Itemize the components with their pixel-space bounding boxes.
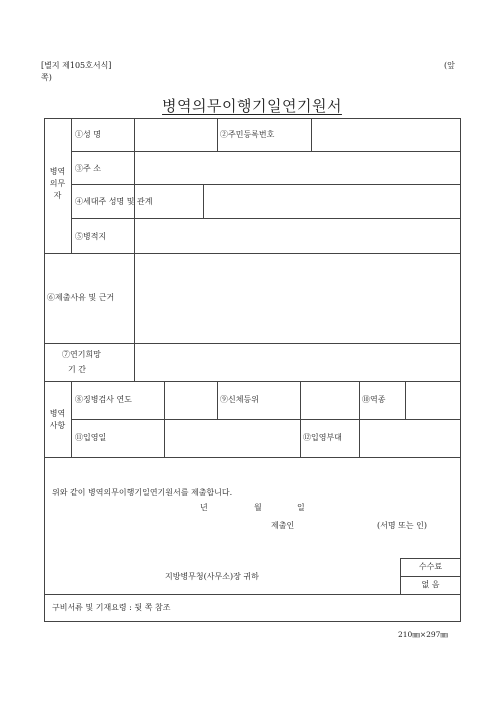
date-year-label: 년 xyxy=(200,503,208,512)
form-number: [별지 제105호서식] xyxy=(41,61,112,70)
exam-year-label: ⑧징병검사 연도 xyxy=(75,395,132,404)
postpone-label: ⑦연기희망 xyxy=(62,350,101,359)
page-side-label: (앞 xyxy=(444,61,455,70)
form-title: 병역의무이행기일연기원서 xyxy=(162,97,342,115)
exam-year-field[interactable] xyxy=(166,383,215,417)
paper-size: 210㎜×297㎜ xyxy=(398,630,448,639)
military-section-label-line: 사항 xyxy=(49,421,66,430)
enlist-date-label: ⑪입영일 xyxy=(75,433,107,442)
applicant-section-label-line: 병역 xyxy=(49,167,66,176)
domicile-label: ⑤병적지 xyxy=(75,232,107,241)
fee-value: 없 음 xyxy=(421,580,440,589)
military-section-label-line: 병역 xyxy=(49,409,66,418)
declaration-statement: 위와 같이 병역의무이행기일연기원서를 제출합니다. xyxy=(52,488,233,497)
date-day-label: 일 xyxy=(297,503,305,512)
applicant-section-label-line: 자 xyxy=(53,191,62,200)
applicant-section-label xyxy=(44,166,71,202)
postpone-field[interactable] xyxy=(136,345,458,379)
name-field[interactable] xyxy=(136,120,215,149)
submitter-label: 제출인 xyxy=(271,521,295,530)
reason-label: ⑥제출사유 및 근거 xyxy=(47,293,115,302)
rrn-field[interactable] xyxy=(313,120,458,149)
signature-label: (서명 또는 인) xyxy=(377,521,427,530)
military-section-label xyxy=(44,408,71,432)
enlist-unit-label: ⑫입영부대 xyxy=(303,433,342,442)
service-type-label: ⑩역종 xyxy=(362,395,386,404)
physical-grade-field[interactable] xyxy=(302,383,357,417)
householder-label: ④세대주 성명 및 관계 xyxy=(75,197,153,206)
postpone-label-sub: 기 간 xyxy=(68,365,86,374)
name-label: ①성 명 xyxy=(75,130,101,139)
footer-note: 구비서류 및 기재요령 : 뒷 쪽 참조 xyxy=(52,603,171,612)
enlist-unit-field[interactable] xyxy=(361,421,458,455)
enlist-date-field[interactable] xyxy=(166,421,298,455)
date-month-label: 월 xyxy=(254,503,262,512)
addressee-label: 지방병무청(사무소)장 귀하 xyxy=(165,572,259,581)
service-type-field[interactable] xyxy=(407,383,458,417)
householder-field[interactable] xyxy=(205,186,458,216)
domicile-field[interactable] xyxy=(136,220,458,251)
address-field[interactable] xyxy=(136,153,458,182)
applicant-section-label-line: 의무 xyxy=(49,179,66,188)
address-label: ③주 소 xyxy=(75,164,101,173)
fee-label: 수수료 xyxy=(418,562,443,571)
reason-field[interactable] xyxy=(136,255,458,341)
page-side-label-cont: 쪽) xyxy=(41,73,52,82)
physical-grade-label: ⑨신체등위 xyxy=(220,395,259,404)
rrn-label: ②주민등록번호 xyxy=(220,130,275,139)
